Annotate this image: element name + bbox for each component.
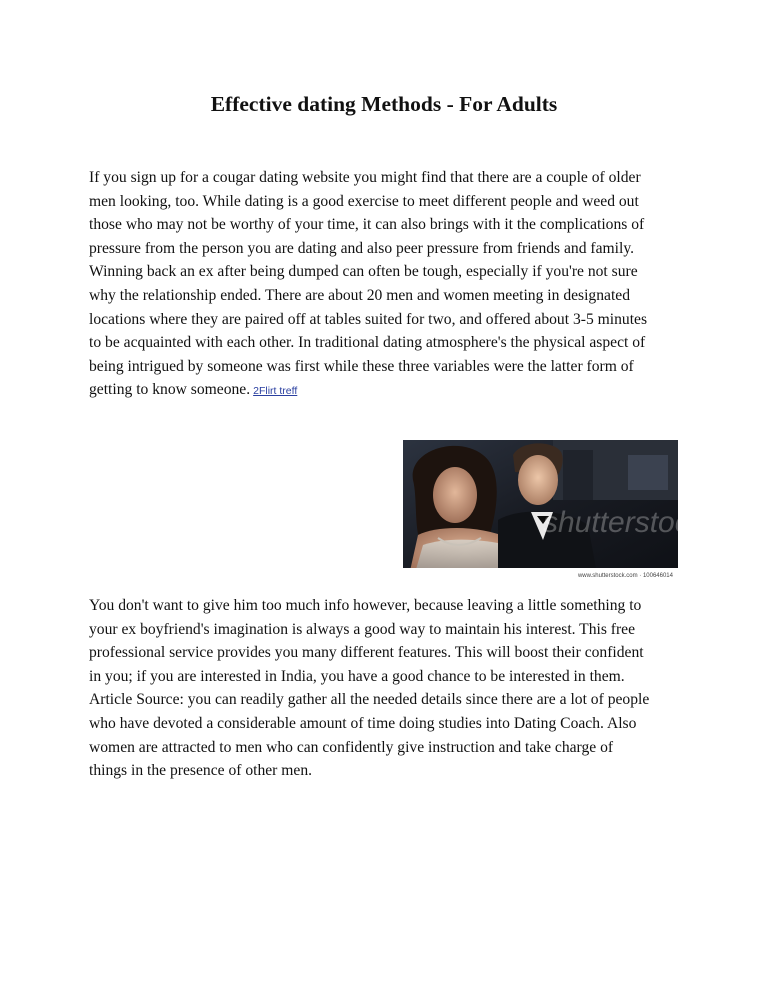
paragraph-line: those who may not be worthy of your time, it can also brings with it the complications of xyxy=(89,216,645,234)
paragraph-line: why the relationship ended. There are about 20 men and women meeting in designated xyxy=(89,286,630,304)
image-caption: www.shutterstock.com · 100646014 xyxy=(577,573,673,579)
paragraph-1 xyxy=(89,166,689,404)
paragraph-line: locations where they are paired off at tables suited for two, and offered about 3-5 minutes xyxy=(89,310,648,328)
paragraph-last-line xyxy=(89,378,689,404)
paragraph-line: If you sign up for a cougar dating website you might find that there are a couple of older xyxy=(89,169,641,186)
paragraph-line: pressure from the person you are dating and also peer pressure from friends and family. xyxy=(89,239,635,257)
paragraph-line: professional service provides you many different features. This will boost their confident xyxy=(89,644,644,662)
page-title: Effective dating Methods - For Adults xyxy=(210,92,558,116)
paragraph-line: in you; if you are interested in India, you have a good chance to be interested in them. xyxy=(89,667,625,685)
paragraph-2 xyxy=(89,594,689,783)
watermark-text: shutterstock xyxy=(543,506,705,539)
paragraph-line: things in the presence of other men. xyxy=(89,762,313,780)
paragraph-line: being intrigued by someone was first while these three variables were the latter form of xyxy=(89,357,634,375)
flirt-treff-link[interactable]: 2Flirt treff xyxy=(253,385,298,398)
paragraph-line: You don't want to give him too much info however, because leaving a little something to xyxy=(89,597,642,614)
paragraph-line: Winning back an ex after being dumped can often be tough, especially if you're not sure xyxy=(89,263,638,281)
couple-photo-illustration xyxy=(403,440,705,580)
paragraph-line-text: getting to know someone. xyxy=(89,381,251,399)
paragraph-line: to be acquainted with each other. In traditional dating atmosphere's the physical aspect of xyxy=(89,334,646,352)
paragraph-line: your ex boyfriend's imagination is always a good way to maintain his interest. This free xyxy=(89,620,636,638)
paragraph-line: who have devoted a considerable amount of time doing studies into Dating Coach. Also xyxy=(89,714,637,732)
couple-photo xyxy=(403,440,705,580)
paragraph-line: men looking, too. While dating is a good exercise to meet different people and weed out xyxy=(89,192,639,210)
paragraph-line: Article Source: you can readily gather all the needed details since there are a lot of people xyxy=(89,691,650,709)
paragraph-line: women are attracted to men who can confidently give instruction and take charge of xyxy=(89,738,614,756)
